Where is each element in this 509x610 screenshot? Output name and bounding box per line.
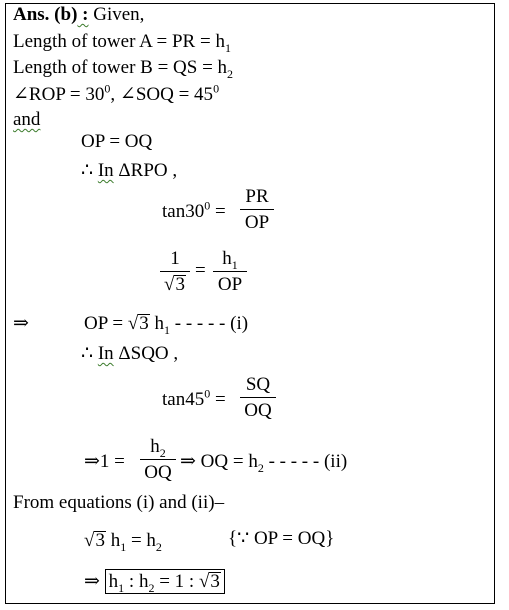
angle-rop: ∠ROP = 30: [13, 84, 105, 105]
one-eq-text: 1 =: [99, 451, 125, 472]
equals: =: [195, 260, 206, 281]
h-var: h: [110, 530, 121, 551]
op-oq-line: [81, 131, 152, 153]
denominator: OP: [244, 212, 270, 233]
equals: =: [214, 201, 226, 222]
tower-a-line: [13, 31, 231, 53]
therefore-symbol: ∴: [81, 343, 94, 364]
angle-soq: , ∠SOQ = 45: [110, 84, 214, 105]
tan45-text: tan45: [162, 389, 205, 410]
numerator: 1: [170, 248, 180, 269]
because-text: {∵ OP = OQ}: [228, 528, 335, 549]
from-equations-line: [13, 492, 224, 514]
tower-b-text: Length of tower B = QS = h: [13, 57, 228, 78]
answer-colon: :: [77, 4, 89, 25]
subscript: 1: [164, 322, 170, 337]
numerator: SQ: [245, 374, 271, 395]
sqrt-symbol: √: [164, 274, 175, 295]
op-oq-text: OP = OQ: [81, 131, 153, 152]
h-var: h: [150, 436, 160, 457]
degree-sup: 0: [204, 198, 211, 213]
fraction-pr-op: [240, 186, 274, 234]
op-eq-line: [84, 313, 248, 335]
oq-eq-text: ⇒ OQ = h: [180, 451, 258, 472]
implies-symbol: ⇒: [13, 313, 29, 334]
numerator: [213, 248, 247, 271]
ratio-eq: = 1 :: [154, 571, 199, 592]
radicand: 3: [175, 274, 185, 295]
fraction-sq-oq: [240, 374, 276, 422]
in-word: In: [97, 343, 114, 364]
denominator: OQ: [244, 400, 272, 421]
and-line: [13, 109, 40, 131]
radicand: 3: [210, 571, 220, 592]
root3-h1-line: [84, 530, 162, 552]
subscript: 1: [118, 580, 125, 595]
h-var: h: [154, 313, 164, 334]
fraction-h1-op: [213, 248, 247, 296]
in-rpo-line: [81, 160, 177, 182]
op-eq-text: OP =: [84, 313, 124, 334]
final-result-line: [84, 571, 225, 593]
denominator: [160, 272, 190, 296]
numerator: [140, 436, 176, 459]
sqrt-symbol: √: [127, 313, 139, 334]
in-word: In: [97, 160, 114, 181]
sqrt-symbol: √: [198, 571, 210, 592]
h-var: h: [108, 571, 119, 592]
and-word: and: [13, 109, 41, 130]
from-equations-text: From equations (i) and (ii)–: [13, 492, 225, 513]
given-text: Given,: [88, 4, 145, 25]
eq-label-i: - - - - - (i): [170, 313, 249, 334]
implies-symbol: ⇒: [84, 451, 100, 472]
denominator: OQ: [144, 462, 172, 483]
therefore-symbol: ∴: [81, 160, 94, 181]
radicand: 3: [95, 530, 105, 551]
answer-header: [13, 4, 144, 26]
because-note: [228, 528, 334, 550]
eq-label-ii: - - - - - (ii): [263, 451, 348, 472]
subscript: 1: [224, 40, 231, 55]
subscript: 2: [257, 460, 264, 475]
triangle-rpo: ΔRPO ,: [118, 160, 178, 181]
answer-label: Ans. (b): [13, 4, 78, 25]
denominator: OP: [217, 274, 243, 295]
subscript: 2: [159, 445, 166, 460]
subscript: 2: [155, 539, 162, 554]
numerator: PR: [245, 186, 269, 207]
equals-sign: [195, 260, 206, 282]
final-result-box: [105, 569, 225, 594]
implies-arrow: [13, 313, 29, 335]
angles-line: [13, 81, 220, 106]
oq-eq-line: [180, 451, 347, 473]
degree-sup: 0: [204, 386, 211, 401]
sqrt-symbol: √: [84, 530, 95, 551]
tower-b-line: [13, 57, 233, 79]
fraction-h2-oq: [140, 436, 176, 484]
subscript: 1: [231, 257, 238, 272]
in-sqo-line: [81, 343, 178, 365]
fraction-1-root3: [160, 248, 190, 296]
tan30-expr: [162, 198, 226, 223]
tower-a-text: Length of tower A = PR = h: [13, 31, 225, 52]
radicand: 3: [139, 313, 149, 334]
subscript: 1: [120, 539, 127, 554]
h-var: h: [222, 248, 232, 269]
degree-sup: 0: [213, 81, 220, 96]
eq-h2-text: = h: [126, 530, 156, 551]
triangle-sqo: ΔSQO ,: [118, 343, 179, 364]
implies-symbol: ⇒: [84, 571, 100, 592]
tan30-text: tan30: [162, 201, 205, 222]
equals: =: [214, 389, 226, 410]
subscript: 2: [227, 66, 234, 81]
ratio-colon: : h: [124, 571, 149, 592]
tan45-expr: [162, 386, 226, 411]
degree-sup: 0: [104, 81, 111, 96]
one-eq-line: [84, 451, 125, 473]
subscript: 2: [148, 580, 155, 595]
